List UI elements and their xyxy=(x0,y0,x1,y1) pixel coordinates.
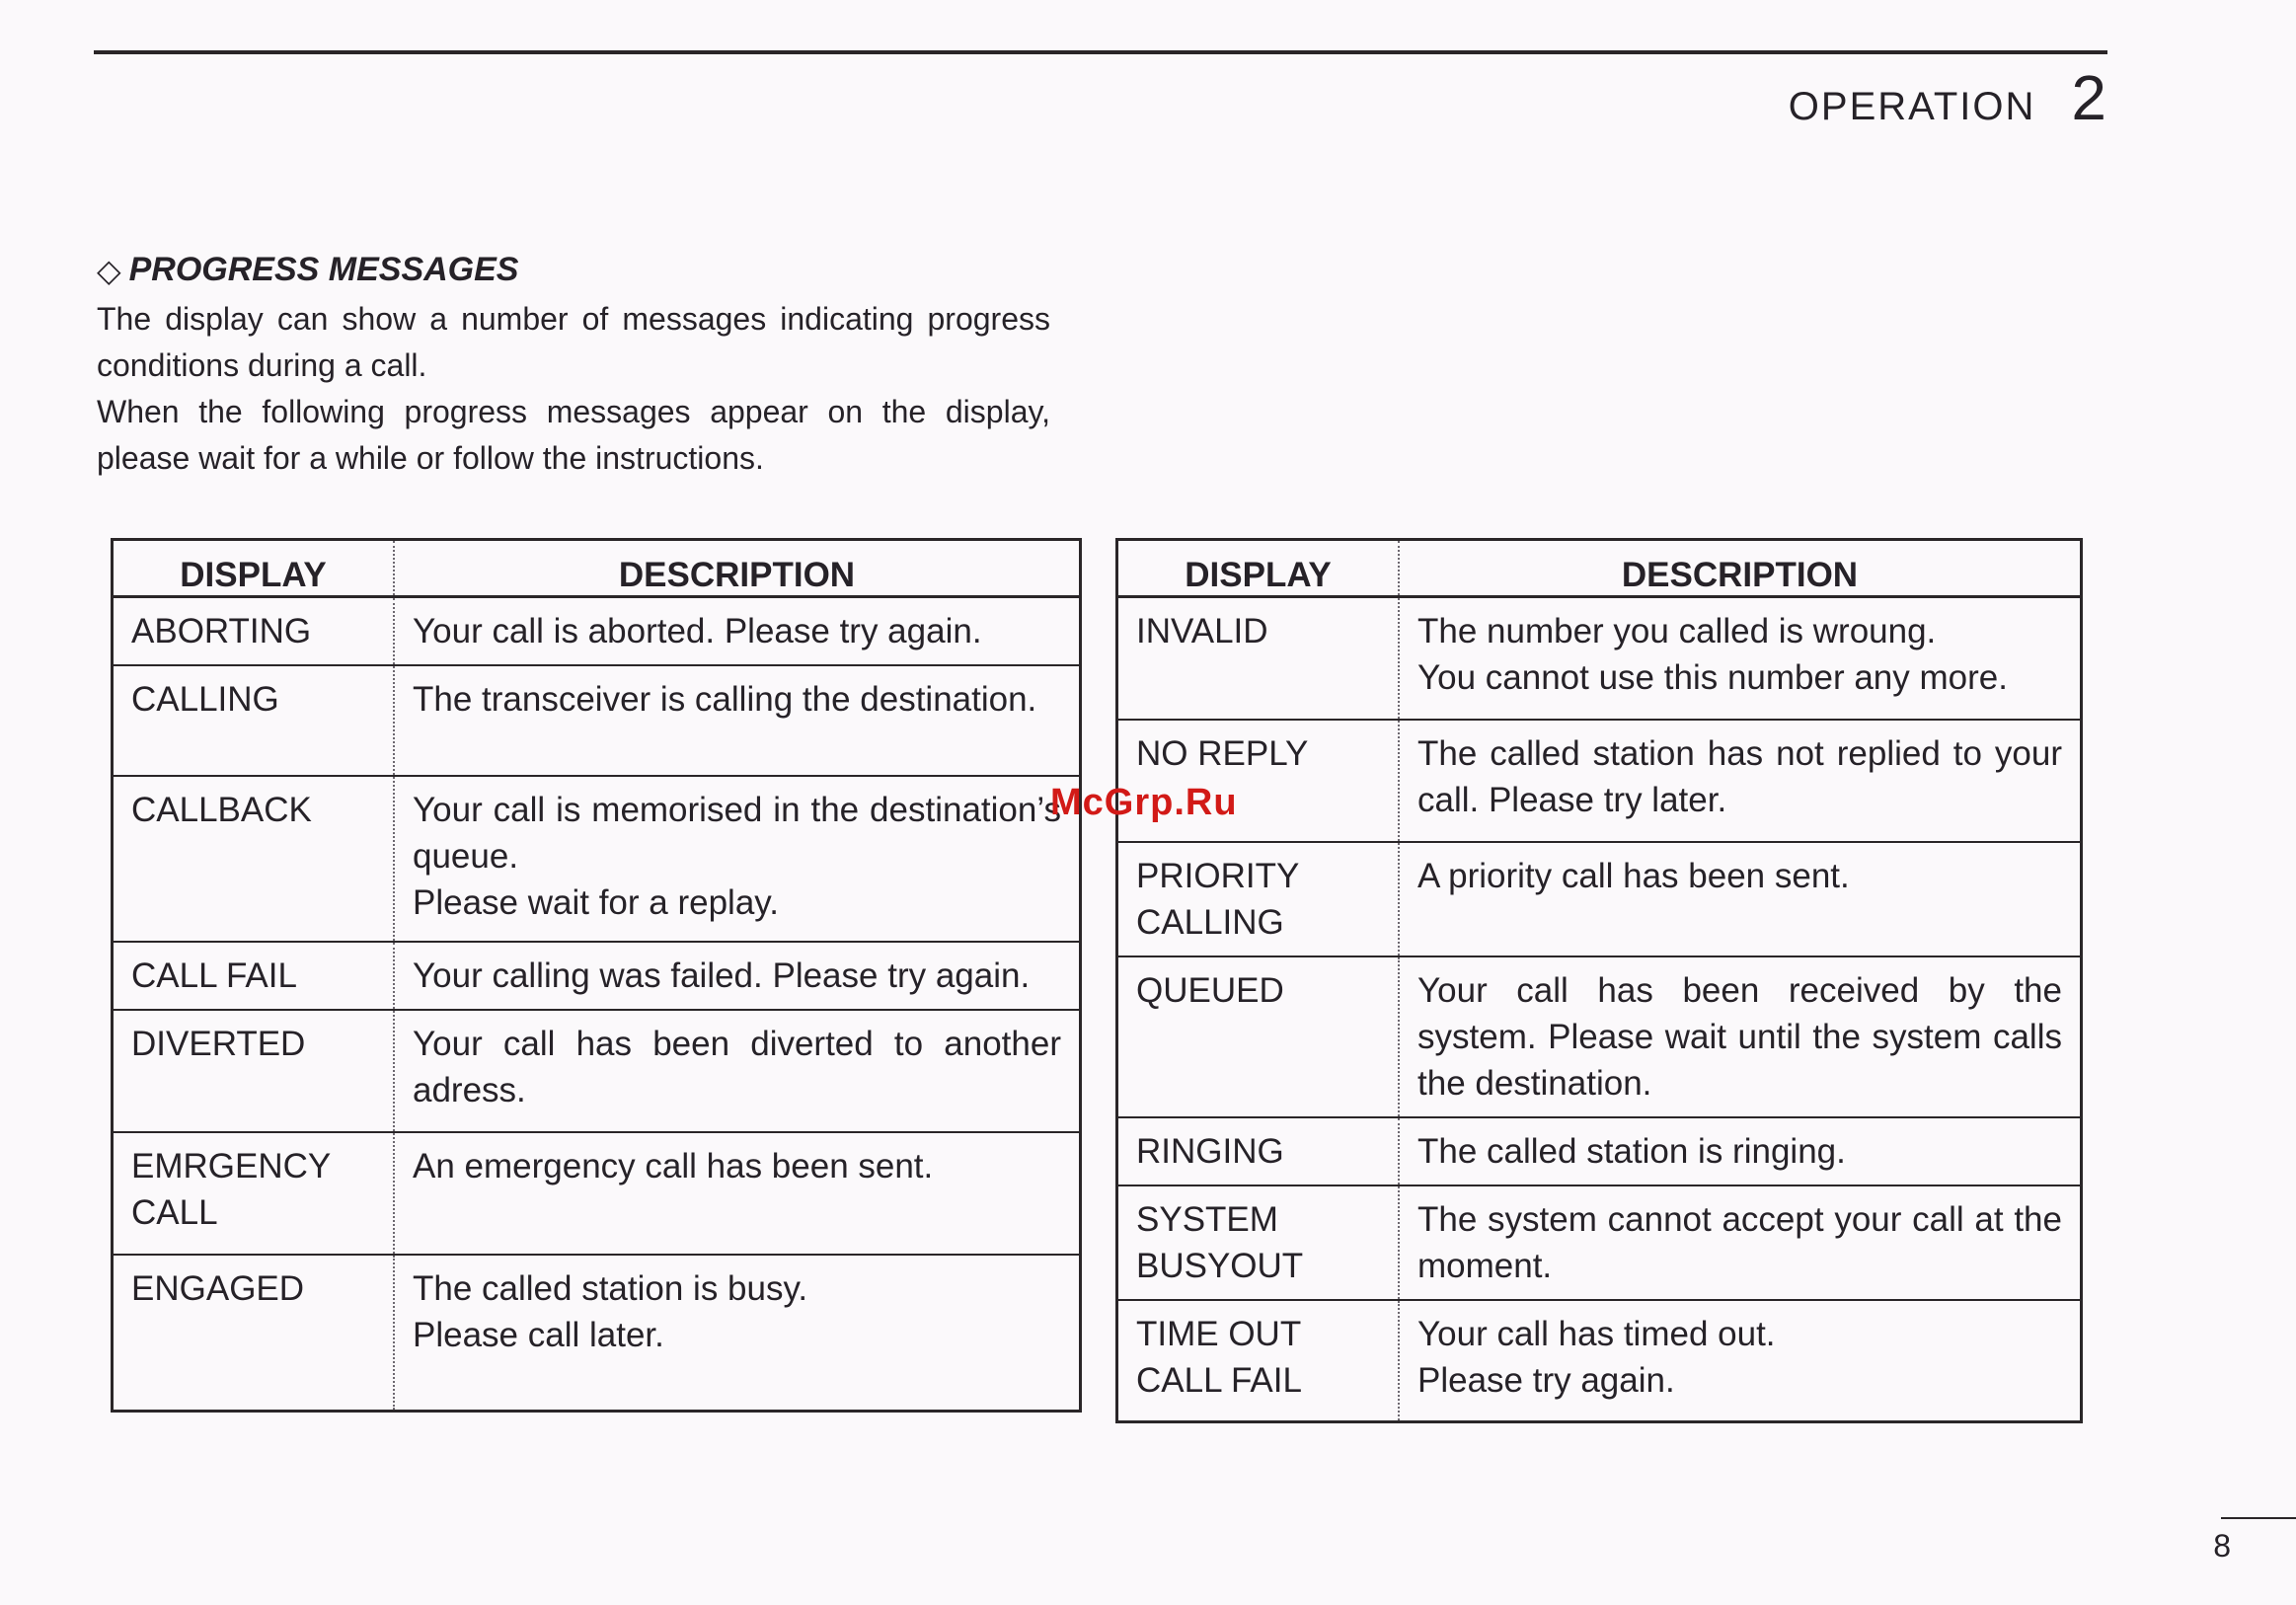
description-cell xyxy=(1399,956,2082,1117)
display-message: NO REPLY xyxy=(1136,733,1309,773)
description-cell xyxy=(394,1255,1081,1411)
page-number: 8 xyxy=(2213,1528,2231,1564)
display-message: CALL FAIL xyxy=(131,956,297,995)
table-row xyxy=(1117,1117,2082,1185)
table-row xyxy=(1117,956,2082,1117)
display-message: INVALID xyxy=(1136,612,1268,650)
table-header-row xyxy=(1117,540,2082,597)
intro-paragraph-1: The display can show a number of messages indicating progress conditions during a call. xyxy=(97,301,1050,383)
description-column-header: DESCRIPTION xyxy=(1399,540,2082,597)
table-header-row xyxy=(113,540,1081,597)
display-message: CALLBACK xyxy=(131,791,312,829)
table-row xyxy=(113,942,1081,1010)
description-text: You cannot use this number any more. xyxy=(1417,658,2008,697)
display-message: PRIORITY xyxy=(1136,856,1300,895)
description-cell xyxy=(1399,1300,2082,1422)
progress-messages-heading xyxy=(97,251,518,289)
intro-text xyxy=(97,296,1050,482)
page-number-rule xyxy=(2221,1517,2296,1519)
description-text: Your call has been received by the system. Please wait until the system calls the destination. xyxy=(1417,970,2062,1103)
display-message: CALLING xyxy=(1136,902,1284,942)
diamond-outline-icon: ◇ xyxy=(97,252,121,288)
description-text: Your call is memorised in the destination’s queue. xyxy=(413,791,1061,876)
description-text: The called station is busy. xyxy=(413,1269,808,1308)
display-cell xyxy=(113,1010,395,1132)
table-row xyxy=(1117,842,2082,956)
description-cell xyxy=(394,776,1081,942)
display-message: CALL xyxy=(131,1193,218,1232)
progress-table-left xyxy=(111,538,1082,1413)
top-rule xyxy=(94,50,2107,54)
display-cell xyxy=(1117,1117,1400,1185)
table-row xyxy=(1117,1300,2082,1422)
description-column-header: DESCRIPTION xyxy=(394,540,1081,597)
table-row xyxy=(113,1132,1081,1255)
description-text: Please wait for a replay. xyxy=(413,883,779,922)
display-cell xyxy=(113,1132,395,1255)
description-text: The number you called is wroung. xyxy=(1417,612,1937,650)
display-message: CALLING xyxy=(131,680,279,719)
progress-table-right xyxy=(1115,538,2083,1423)
display-cell xyxy=(113,1255,395,1411)
display-message: SYSTEM xyxy=(1136,1199,1278,1239)
description-cell xyxy=(394,665,1081,776)
description-cell xyxy=(394,597,1081,666)
intro-paragraph-2: When the following progress messages appear on the display, please wait for a while or follow the instructions. xyxy=(97,394,1050,476)
description-cell xyxy=(1399,1185,2082,1300)
display-cell xyxy=(1117,956,1400,1117)
description-cell xyxy=(394,1132,1081,1255)
table-row xyxy=(1117,1185,2082,1300)
display-cell xyxy=(113,942,395,1010)
description-text: An emergency call has been sent. xyxy=(413,1147,934,1185)
display-cell xyxy=(1117,597,1400,720)
description-text: Your call has timed out. xyxy=(1417,1314,1776,1353)
description-text: Please call later. xyxy=(413,1316,664,1354)
display-cell xyxy=(113,776,395,942)
display-cell xyxy=(1117,1185,1400,1300)
description-cell xyxy=(394,1010,1081,1132)
heading-text: PROGRESS MESSAGES xyxy=(128,251,519,288)
description-text: A priority call has been sent. xyxy=(1417,856,1850,895)
display-message: QUEUED xyxy=(1136,970,1284,1010)
description-cell xyxy=(1399,842,2082,956)
table-row xyxy=(113,1255,1081,1411)
display-message: ABORTING xyxy=(131,612,312,650)
display-column-header: DISPLAY xyxy=(1117,540,1400,597)
display-message: TIME OUT xyxy=(1136,1314,1302,1353)
description-text: Your calling was failed. Please try again. xyxy=(413,956,1031,995)
display-cell xyxy=(113,597,395,666)
display-message: CALL FAIL xyxy=(1136,1360,1302,1400)
description-text: Please try again. xyxy=(1417,1360,1675,1400)
display-message: BUSYOUT xyxy=(1136,1246,1304,1285)
display-column-header: DISPLAY xyxy=(113,540,395,597)
display-message: ENGAGED xyxy=(131,1269,305,1308)
description-cell xyxy=(1399,597,2082,720)
display-cell xyxy=(113,665,395,776)
description-text: The called station has not replied to your call. Please try later. xyxy=(1417,733,2062,819)
table-row xyxy=(1117,597,2082,720)
table-row xyxy=(1117,720,2082,842)
section-header xyxy=(1789,61,2106,134)
description-text: The system cannot accept your call at the moment. xyxy=(1417,1199,2062,1285)
display-cell xyxy=(1117,842,1400,956)
table-row xyxy=(113,665,1081,776)
display-message: EMRGENCY xyxy=(131,1147,332,1185)
table-row xyxy=(113,597,1081,666)
display-message: RINGING xyxy=(1136,1131,1284,1171)
description-cell xyxy=(1399,720,2082,842)
display-cell xyxy=(1117,1300,1400,1422)
watermark: McGrp.Ru xyxy=(1050,782,1238,823)
description-text: Your call has been diverted to another adress. xyxy=(413,1025,1061,1109)
description-text: The transceiver is calling the destination. xyxy=(413,680,1037,719)
table-row xyxy=(113,776,1081,942)
description-text: The called station is ringing. xyxy=(1417,1131,1846,1171)
description-text: Your call is aborted. Please try again. xyxy=(413,612,982,650)
description-cell xyxy=(394,942,1081,1010)
section-number: 2 xyxy=(2071,62,2106,133)
description-cell xyxy=(1399,1117,2082,1185)
display-message: DIVERTED xyxy=(131,1025,306,1063)
table-row xyxy=(113,1010,1081,1132)
section-title: OPERATION xyxy=(1788,85,2036,128)
